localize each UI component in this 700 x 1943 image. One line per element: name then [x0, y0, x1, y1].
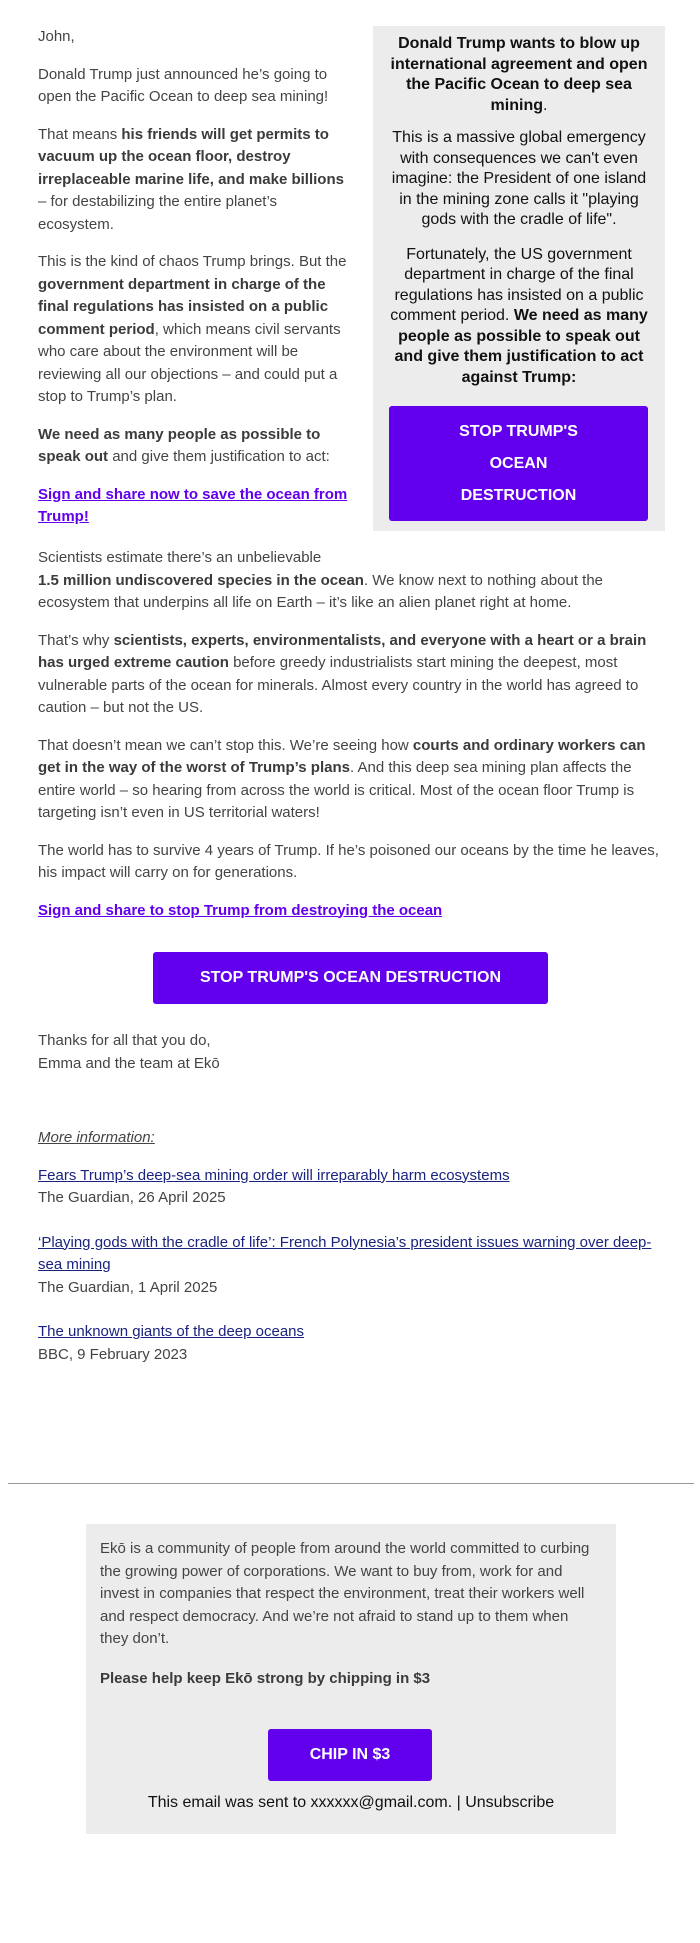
reference-source: The Guardian, 1 April 2025	[38, 1278, 218, 1296]
sidebar-stop-button[interactable]: STOP TRUMP'S OCEAN DESTRUCTION	[389, 406, 648, 521]
stop-destruction-button[interactable]: STOP TRUMP'S OCEAN DESTRUCTION	[153, 952, 548, 1004]
reference-link[interactable]: ‘Playing gods with the cradle of life’: French Polynesia’s president issues warning over deep-sea mining	[38, 1233, 652, 1273]
reference-item	[38, 1232, 664, 1300]
paragraph-3: This is the kind of chaos Trump brings. But the government department in charge of the final regulations has insisted on a public comment period, which means civil servants who care about the environment will be reviewing all our objections – and could put a stop to Trump’s plan.	[38, 253, 347, 405]
reference-item	[38, 1321, 664, 1366]
paragraph-4: We need as many people as possible to speak out and give them justification to act:	[38, 425, 330, 465]
reference-link[interactable]: The unknown giants of the deep oceans	[38, 1323, 305, 1340]
main-column-narrow	[38, 26, 350, 529]
paragraph-5: Scientists estimate there’s an unbelievable 1.5 million undiscovered species in the ocean. We know next to nothing about the ecosystem that underpins all life on Earth – it’s like an alien planet right at home.	[38, 549, 604, 611]
footer-appeal: Please help keep Ekō strong by chipping in $3	[100, 1670, 431, 1687]
reference-source: BBC, 9 February 2023	[38, 1345, 188, 1363]
sidebar-callout	[373, 26, 665, 531]
more-info-label: More information:	[38, 1129, 155, 1146]
signoff	[38, 1030, 658, 1075]
paragraph-7: That doesn’t mean we can’t stop this. We’re seeing how courts and ordinary workers can get in the way of the worst of Trump’s plans. And this deep sea mining plan affects the entire world – so hearing from across the world is critical. Most of the ocean floor Trump is targeting isn’t even in US territorial waters!	[38, 736, 646, 821]
sidebar-paragraph-1: This is a massive global emergency with consequences we can't even imagine: the President of one island in the mining zone calls it "playing gods with the cradle of life".	[391, 129, 647, 228]
sidebar-heading: Donald Trump wants to blow up international agreement and open the Pacific Ocean to deep sea mining.	[390, 35, 648, 114]
sent-to-text: This email was sent to xxxxxx@gmail.com.	[147, 1794, 453, 1811]
reference-item	[38, 1165, 664, 1210]
reference-source: The Guardian, 26 April 2025	[38, 1189, 226, 1206]
footer-box	[86, 1524, 616, 1834]
unsubscribe-link[interactable]: Unsubscribe	[465, 1794, 555, 1811]
petition-link-2[interactable]: Sign and share to stop Trump from destroying the ocean	[38, 901, 443, 919]
references-section	[38, 1127, 664, 1366]
footer-sent-line: This email was sent to xxxxxx@gmail.com. | Unsubscribe	[147, 1794, 555, 1811]
footer-divider	[8, 1483, 694, 1484]
chip-in-button[interactable]: CHIP IN $3	[268, 1729, 432, 1781]
signoff-line-1: Thanks for all that you do,	[38, 1032, 211, 1049]
signoff-line-2: Emma and the team at Ekō	[38, 1054, 220, 1072]
petition-link-1[interactable]: Sign and share now to save the ocean from Trump!	[38, 485, 348, 525]
sidebar-paragraph-2: Fortunately, the US government department in charge of the final regulations has insisted on a public comment period. We need as many people as possible to speak out and give them justification to act against Trump:	[390, 245, 648, 386]
main-column-wide	[38, 547, 664, 922]
footer-about: Ekō is a community of people from around the world committed to curbing the growing power of corporations. We want to buy from, work for and invest in companies that respect the environment, treat their workers well and respect democracy. And we’re not afraid to stand up to them when they don’t.	[100, 1540, 590, 1647]
paragraph-8: The world has to survive 4 years of Trump. If he’s poisoned our oceans by the time he leaves, his impact will carry on for generations.	[38, 841, 659, 881]
paragraph-2: That means his friends will get permits to vacuum up the ocean floor, destroy irreplaceable marine life, and make billions – for destabilizing the entire planet’s ecosystem.	[38, 125, 344, 233]
paragraph-6: That’s why scientists, experts, environmentalists, and everyone with a heart or a brain has urged extreme caution before greedy industrialists start mining the deepest, most vulnerable parts of the ocean for minerals. Almost every country in the world has agreed to caution – but not the US.	[38, 631, 647, 716]
intro-paragraph: Donald Trump just announced he’s going to open the Pacific Ocean to deep sea mining!	[38, 65, 329, 105]
greeting: John,	[38, 28, 75, 45]
reference-link[interactable]: Fears Trump’s deep-sea mining order will irreparably harm ecosystems	[38, 1166, 510, 1184]
